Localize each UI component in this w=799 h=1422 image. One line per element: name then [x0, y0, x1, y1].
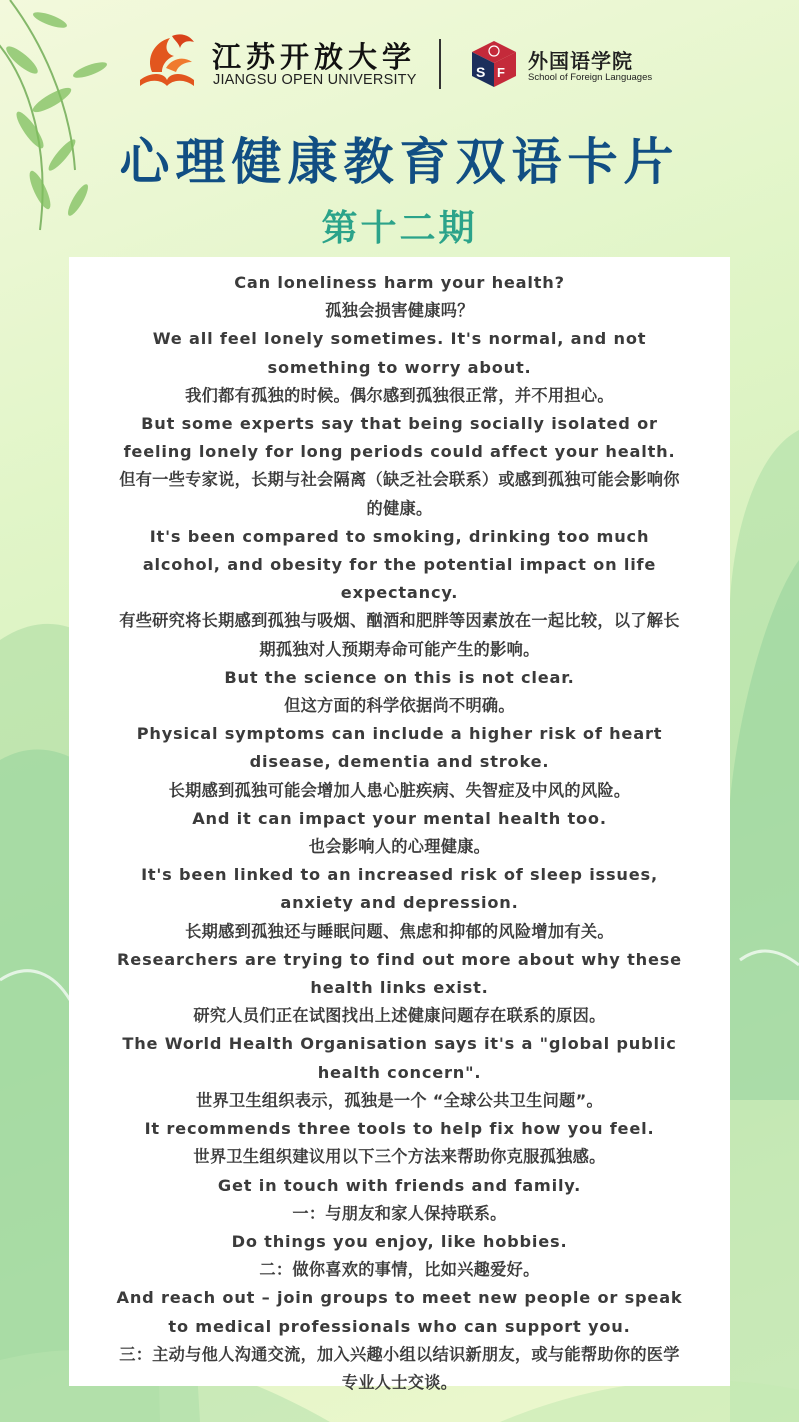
chinese-line: 三：主动与他人沟通交流，加入兴趣小组以结识新朋友，或与能帮助你的医学专业人士交谈。	[119, 1344, 680, 1392]
chinese-line: 长期感到孤独还与睡眠问题、焦虑和抑郁的风险增加有关。	[185, 921, 614, 941]
english-line: The World Health Organisation says it's a "global public health concern".	[122, 1034, 677, 1082]
english-line: Get in touch with friends and family.	[217, 1175, 582, 1195]
sfl-cube-logo-icon	[470, 39, 518, 89]
english-line: Do things you enjoy, like hobbies.	[231, 1231, 568, 1251]
phoenix-book-logo-icon	[132, 28, 202, 94]
university-name-en: JIANGSU OPEN UNIVERSITY	[213, 72, 417, 88]
chinese-line: 世界卫生组织建议用以下三个方法来帮助你克服孤独感。	[193, 1147, 606, 1167]
issue-number: 第十二期	[321, 208, 478, 249]
english-line: We all feel lonely sometimes. It's normal, and not something to worry about.	[152, 329, 647, 377]
english-line: Researchers are trying to find out more about why these health links exist.	[117, 949, 682, 998]
chinese-line: 二：做你喜欢的事情，比如兴趣爱好。	[259, 1260, 540, 1280]
english-line: But some experts say that being socially isolated or feeling lonely for long periods could affect your health.	[123, 414, 676, 462]
english-line: And reach out – join groups to meet new people or speak to medical professionals who can support you.	[116, 1288, 683, 1336]
chinese-line: 研究人员们正在试图找出上述健康问题存在联系的原因。	[193, 1006, 606, 1026]
page-title: 心理健康教育双语卡片	[119, 133, 680, 191]
english-line: But the science on this is not clear.	[224, 667, 575, 687]
university-name-cn: 江苏开放大学	[212, 40, 417, 74]
chinese-line: 我们都有孤独的时候。偶尔感到孤独很正常，并不用担心。	[185, 385, 614, 405]
english-line: It's been compared to smoking, drinking too much alcohol, and obesity for the potential impact on life expectancy.	[142, 526, 657, 603]
chinese-line: 但这方面的科学依据尚不明确。	[284, 696, 515, 716]
school-name-cn: 外国语学院	[528, 49, 633, 73]
school-name-en: School of Foreign Languages	[528, 72, 653, 83]
svg-text:F: F	[497, 65, 505, 80]
content-card	[69, 257, 730, 1392]
bilingual-text	[115, 269, 684, 1397]
chinese-line: 孤独会损害健康吗？	[325, 301, 474, 321]
english-line: It's been linked to an increased risk of sleep issues, anxiety and depression.	[141, 865, 658, 913]
english-line: Physical symptoms can include a higher risk of heart disease, dementia and stroke.	[136, 724, 663, 772]
chinese-line: 也会影响人的心理健康。	[308, 837, 491, 857]
header	[0, 25, 799, 100]
english-line: Can loneliness harm your health?	[234, 273, 565, 292]
chinese-line: 有些研究将长期感到孤独与吸烟、酗酒和肥胖等因素放在一起比较，以了解长期孤独对人预期寿命可能产生的影响。	[119, 611, 680, 659]
svg-text:S: S	[476, 64, 486, 80]
chinese-line: 但有一些专家说，长期与社会隔离（缺乏社会联系）或感到孤独可能会影响你的健康。	[119, 470, 680, 518]
chinese-line: 世界卫生组织表示，孤独是一个 “全球公共卫生问题”。	[195, 1090, 604, 1110]
header-divider	[439, 39, 441, 89]
english-line: It recommends three tools to help fix how you feel.	[144, 1119, 655, 1139]
chinese-line: 长期感到孤独可能会增加人患心脏疾病、失智症及中风的风险。	[168, 780, 631, 800]
chinese-line: 一：与朋友和家人保持联系。	[292, 1203, 507, 1223]
english-line: And it can impact your mental health too.	[192, 808, 607, 828]
